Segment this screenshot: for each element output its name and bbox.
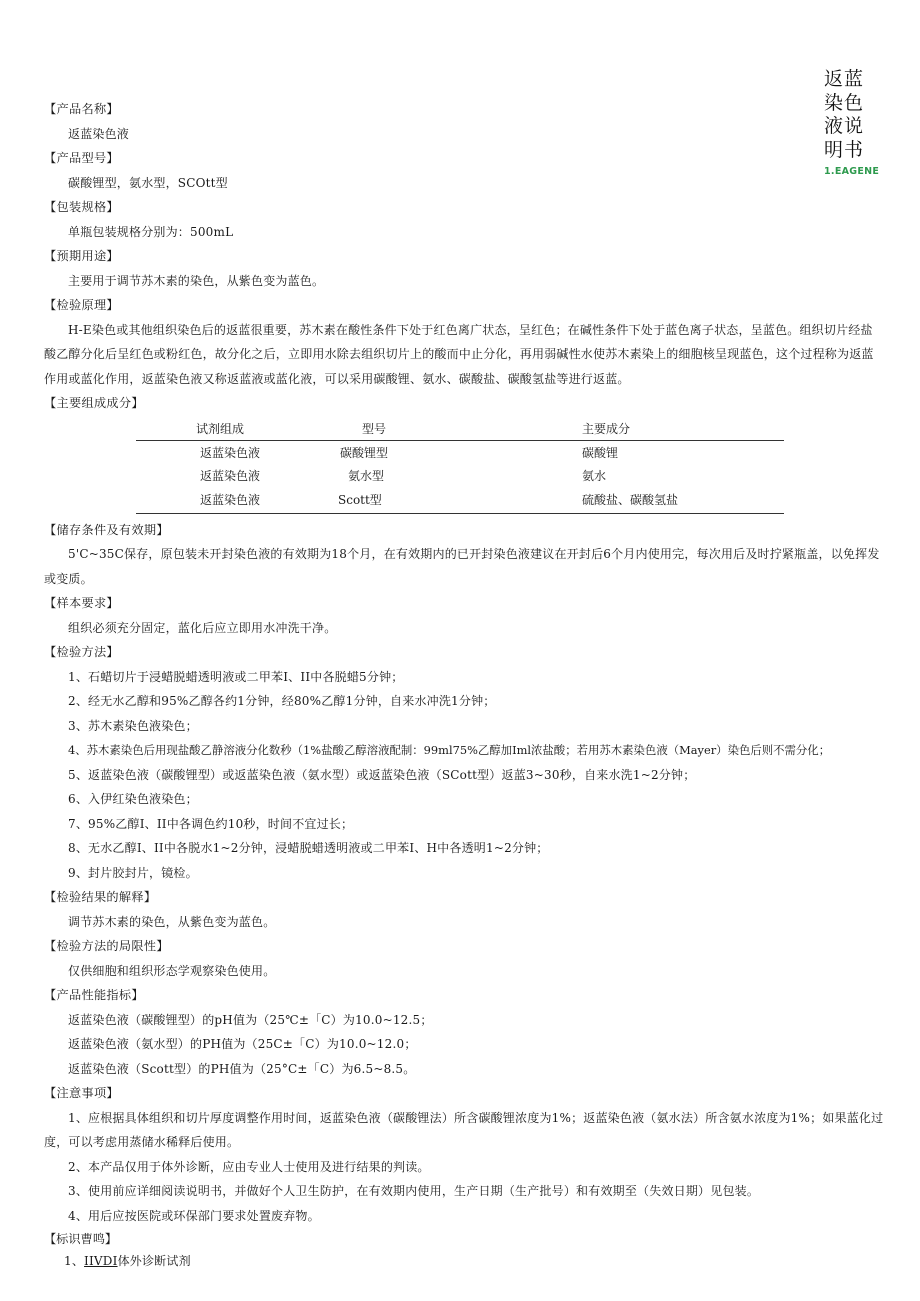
note-item: 1、应根据具体组织和切片厚度调整作用时间，返蓝染色液（碳酸锂法）所含碳酸锂浓度为1%；返蓝染色液（氨水法）所含氨水浓度为1%；如果蓝化过度，可以考虑用蒸储水稀释后使用。 [44,1110,884,1149]
table-header: 主要成分 [582,421,631,436]
section-heading-limitation: 【检验方法的局限性】 [44,939,169,953]
table-cell: Scott型 [338,492,382,507]
title-line: 染色 [824,91,865,114]
method-step: 4、苏木素染色后用现盐酸乙静溶液分化数秒（1%盐酸乙醇溶液配制：99ml75%乙醇加Iml浓盐酸；若用苏木素染色液（Mayer）染色后则不需分化； [68,743,831,757]
table-header: 试剂组成 [196,421,245,436]
section-heading-usage: 【预期用途】 [44,249,119,263]
title-line: 液说 [824,115,865,137]
method-step: 3、苏木素染色液染色； [68,718,198,733]
principle-text: H-E染色或其他组织染色后的返蓝很重要，苏木素在酸性条件下处于红色离广状态，呈红色；在碱性条件下处于蓝色离子状态，呈蓝色。组织切片经盐酸乙醇分化后呈红色或粉红色，故分化之后，立即用水除去组织切片上的酸而中止分化，再用弱碱性水使苏木素染上的细胞核呈现蓝色，这个过程称为返蓝作用或蓝化作用，返蓝染色液又称返蓝液或蓝化液，可以采用碳酸锂、氨水、碳酸盐、碳酸氢盐等进行返蓝。 [44,322,874,386]
section-heading-composition: 【主要组成成分】 [44,396,144,410]
method-step: 1、石蜡切片于浸蜡脱蜡透明液或二甲苯I、II中各脱蜡5分钟； [68,669,404,684]
interpretation-text: 调节苏木素的染色，从紫色变为蓝色。 [68,914,276,929]
table-rule-top [136,440,784,441]
method-step: 9、封片胶封片，镜检。 [68,865,198,880]
performance-line: 返蓝染色液（氨水型）的PH值为（25C±「C）为10.0~12.0； [68,1037,417,1051]
table-cell: 碳酸锂 [582,445,619,460]
table-rule-bottom [136,513,784,514]
section-heading-notes: 【注意事项】 [44,1086,119,1100]
section-heading-sample: 【样本要求】 [44,596,119,610]
table-cell: 氨水型 [348,468,385,483]
model-text: 碳酸锂型，氨水型，SCOtt型 [68,175,228,190]
section-heading-package: 【包装规格】 [44,200,119,214]
table-cell: 返蓝染色液 [200,492,261,507]
method-step: 2、经无水乙醇和95%乙醇各约1分钟，经80%乙醇1分钟，自来水冲洗1分钟； [68,694,496,708]
usage-text: 主要用于调节苏木素的染色，从紫色变为蓝色。 [68,273,325,288]
table-cell: 碳酸锂型 [340,445,389,460]
document-body [44,97,884,1272]
section-heading-performance: 【产品性能指标】 [44,988,144,1002]
section-heading-principle: 【检验原理】 [44,298,119,312]
title-line: 返蓝 [824,68,865,90]
method-step: 7、95%乙醇I、II中各调色约10秒，时间不宜过长； [68,816,354,831]
performance-line: 返蓝染色液（Scott型）的PH值为（25°C±「C）为6.5~8.5。 [68,1061,416,1076]
marking-item [44,1250,884,1272]
method-step: 8、无水乙醇I、II中各脱水1~2分钟，浸蜡脱蜡透明液或二甲苯I、H中各透明1~2分钟； [68,841,549,855]
ivd-symbol: IIVDI [84,1254,118,1268]
table-cell: 氨水 [582,468,607,483]
table-cell: 硫酸盐、碳酸氢盐 [582,492,679,507]
section-heading-storage: 【储存条件及有效期】 [44,522,169,537]
storage-text: 5'C~35C保存，原包装未开封染色液的有效期为18个月，在有效期内的已开封染色液建议在开封后6个月内使用完，每次用后及时拧紧瓶盖，以免挥发或变质。 [44,547,880,586]
section-heading-method: 【检验方法】 [44,645,119,659]
section-heading-marking: 【标识曹鸣】 [44,1232,118,1246]
marking-item-label: 体外诊断试剂 [117,1254,191,1268]
method-step: 5、返蓝染色液（碳酸锂型）或返蓝染色液（氨水型）或返蓝染色液（SCott型）返蓝3~30秒，自来水洗1~2分钟； [68,767,696,782]
composition-table [44,418,884,516]
section-heading-model: 【产品型号】 [44,151,119,165]
note-item: 4、用后应按医院或环保部门要求处置废弃物。 [68,1208,320,1223]
product-name-text: 返蓝染色液 [68,126,130,141]
note-item: 2、本产品仅用于体外诊断，应由专业人士使用及进行结果的判读。 [68,1159,430,1174]
table-cell: 返蓝染色液 [200,468,261,483]
limitation-text: 仅供细胞和组织形态学观察染色使用。 [68,963,276,978]
sample-text: 组织必须充分固定，蓝化后应立即用水冲洗干净。 [68,620,337,635]
note-item: 3、使用前应详细阅读说明书，并做好个人卫生防护，在有效期内使用，生产日期（生产批号）和有效期至（失效日期）见包装。 [68,1184,760,1198]
title-line: 明书 [824,138,865,161]
section-heading-product-name: 【产品名称】 [44,102,119,116]
table-cell: 返蓝染色液 [200,445,261,460]
table-header: 型号 [362,421,387,436]
package-text: 单瓶包装规格分别为：500mL [68,224,234,239]
marking-item-prefix: 1、 [64,1254,85,1268]
section-heading-interpretation: 【检验结果的解释】 [44,890,157,904]
brand-logo-text: 1.EAGENE [824,166,880,177]
method-step: 6、入伊红染色液染色； [68,792,198,806]
performance-line: 返蓝染色液（碳酸锂型）的pH值为（25℃±「C）为10.0~12.5； [68,1012,433,1027]
